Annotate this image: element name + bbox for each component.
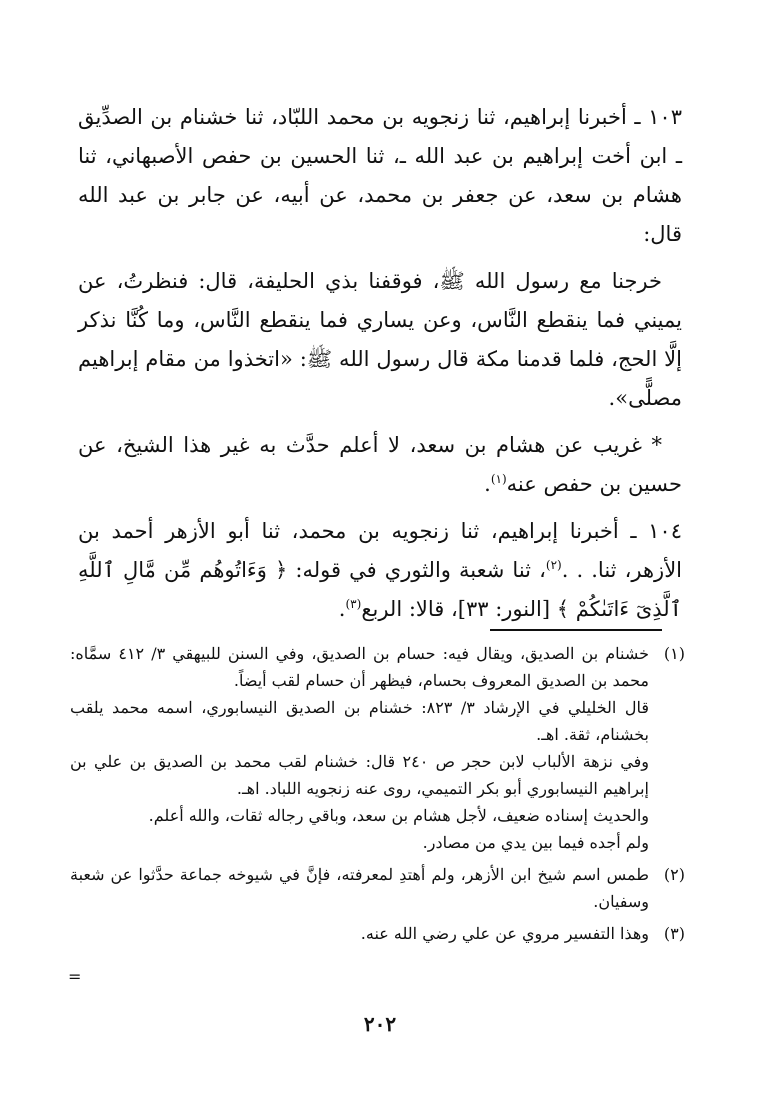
footnote-separator [490, 629, 662, 631]
footnote-2 [70, 861, 685, 915]
hadith-103-comment [78, 426, 682, 504]
footnote-number: (١) [663, 644, 685, 663]
hadith-103-isnad: ١٠٣ ـ أخبرنا إبراهيم، ثنا زنجويه بن محمد اللبّاد، ثنا خشنام بن الصدِّيق ـ ابن أخت إبراهيم بن عبد الله ـ، ثنا الحسين بن حفص الأصبهاني، ثنا هشام بن سعد، عن جعفر بن محمد، عن أبيه، عن جابر بن عبد الله قال: [78, 105, 682, 246]
footnote-ref-1: (١) [490, 472, 507, 486]
hadith-104-isnad: ١٠٤ ـ أخبرنا إبراهيم، ثنا زنجويه بن محمد، ثنا أبو الأزهر أحمد بن الأزهر، ثنا. . . [78, 519, 683, 582]
footnote-paragraph: طمس اسم شيخ ابن الأزهر، ولم أهتدِ لمعرفته، فإنَّ في شيوخه جماعة حدَّثوا عن شعبة وسفيان. [70, 865, 649, 911]
footnote-ref-2: (٢) [545, 558, 562, 572]
hadith-103-matn: خرجنا مع رسول الله ﷺ، فوقفنا بذي الحليفة، قال: فنظرتُ، عن يميني فما ينقطع النَّاس، وعن يساري فما ينقطع النَّاس، وما كُنَّا نذكر إلَّا الحج، فلما قدمنا مكة قال رسول الله ﷺ: «اتخذوا من مقام إبراهيم مصلًّى». [78, 269, 682, 410]
footnote-paragraph: وفي نزهة الألباب لابن حجر ص ٢٤٠ قال: خشنام لقب محمد بن الصديق بن علي بن إبراهيم النيسابوري أبو بكر التميمي، روى عنه زنجويه اللباد. اهـ. [70, 752, 649, 798]
footnote-number: (٣) [663, 924, 685, 943]
footnote-paragraph: ولم أجده فيما بين يدي من مصادر. [422, 833, 649, 852]
comment-end: . [484, 472, 491, 496]
hadith-104 [78, 512, 682, 629]
footnote-body [70, 861, 649, 915]
footnote-paragraph: قال الخليلي في الإرشاد ٣/ ٨٢٣: خشنام بن الصديق النيسابوري، اسمه محمد يلقب بخشنام، ثقة. اهـ. [70, 698, 650, 744]
comment-text: * غريب عن هشام بن سعد، لا أعلم حدَّث به غير هذا الشيخ، عن حسين بن حفص عنه [78, 433, 682, 496]
footnote-body [70, 920, 649, 947]
footnotes [70, 640, 685, 952]
footnote-paragraph: والحديث إسناده ضعيف، لأجل هشام بن سعد، وباقي رجاله ثقات، والله أعلم. [148, 806, 649, 825]
main-text [78, 98, 682, 637]
hadith-104-end: . [338, 597, 346, 621]
footnote-paragraph: وهذا التفسير مروي عن علي رضي الله عنه. [360, 924, 649, 943]
footnote-body [70, 640, 649, 856]
footnote-ref-3: (٣) [345, 597, 362, 611]
hadith-104-text: ، ثنا شعبة والثوري في قوله: ﴿ وَءَاتُوهُم مِّن مَّالِ ٱللَّهِ ٱلَّذِىٓ ءَاتَىٰكُمْ ﴾ [النور: ٣٣]، قالا: الربع [78, 558, 682, 621]
footnote-paragraph: خشنام بن الصديق، ويقال فيه: حسام بن الصديق، وفي السنن للبيهقي ٣/ ٤١٢ سمَّاه: محمد بن الصديق المعروف بحسام، فيظهر أن حسام لقب أيضاً. [70, 644, 650, 690]
footnote-1 [70, 640, 685, 856]
footnote-number: (٢) [663, 865, 685, 884]
continuation-mark: = [68, 967, 82, 986]
footnote-3 [70, 920, 685, 947]
page-number: ٢٠٢ [363, 1012, 397, 1036]
